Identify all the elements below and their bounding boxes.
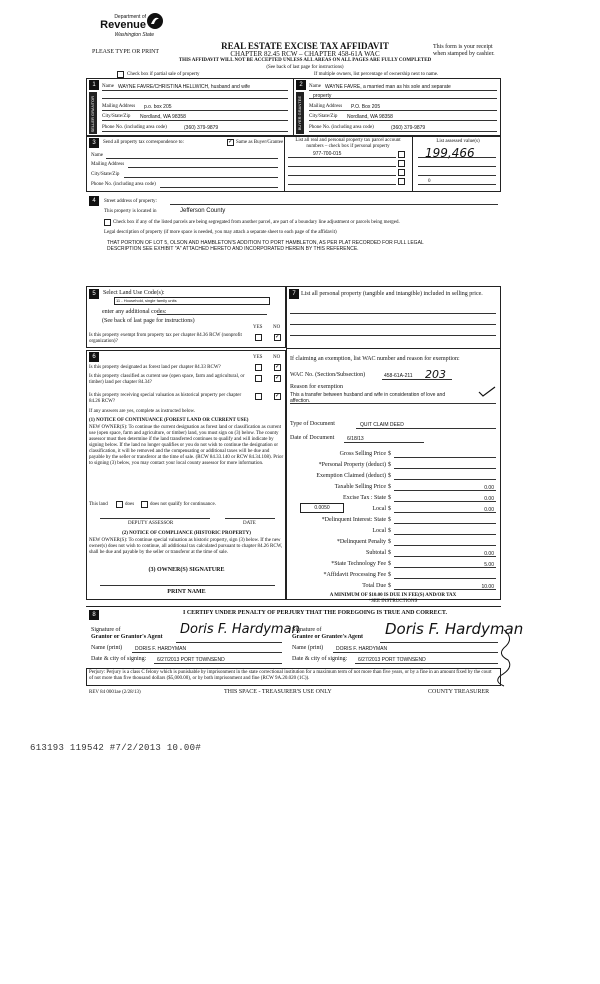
delinquent-interest-local-label: Local [372, 528, 386, 534]
revenue-logo [100, 12, 166, 42]
exempt-question: Is this property exempt from property tax per chapter 84.36 RCW (nonprofit organization)? [89, 333, 242, 344]
seller-tab-label: SELLER GRANTOR [90, 96, 95, 133]
seller-phone-label: Phone No. (including area code) [102, 125, 167, 130]
section-6-number: 6 [89, 352, 99, 362]
buyer-city[interactable]: Nordland, WA 98358 [347, 114, 393, 120]
please-type: PLEASE TYPE OR PRINT [92, 49, 160, 55]
if-yes-note: If any answers are yes, complete as instructed below. [89, 409, 196, 414]
land-use-see-back: (See back of last page for instructions) [102, 318, 195, 324]
seller-city[interactable]: Nordland, WA 98358 [140, 114, 186, 120]
buyer-phone-label: Phone No. (including area code) [309, 125, 374, 130]
doc-date-label: Date of Document [290, 435, 335, 441]
seller-name-label: Name [102, 84, 114, 89]
deputy-assessor-label: DEPUTY ASSESSOR [128, 521, 174, 526]
form-title: REAL ESTATE EXCISE TAX AFFIDAVIT [221, 41, 389, 51]
does-not-qualify-checkbox[interactable] [141, 501, 148, 508]
wac-handwritten: 203 [425, 368, 446, 381]
grantee-agent-label: Grantee or Grantee's Agent [292, 634, 364, 640]
section-6-frame [86, 350, 286, 600]
form-see-back: (See back of last page for instructions) [266, 65, 344, 70]
legal-description-label: Legal description of property (if more space is needed, you may attach a separate sheet to each page of the affidavit) [104, 230, 337, 235]
grantee-signature[interactable]: Doris F. Hardyman [385, 620, 524, 638]
seller-mailing[interactable]: p.o. box 205 [144, 104, 172, 110]
excise-state-value[interactable]: 0.00 [484, 496, 494, 502]
seller-city-label: City/State/Zip [102, 114, 131, 119]
additional-codes-label: enter any additional codes: [102, 309, 167, 315]
section-4-number: 4 [89, 196, 99, 206]
does-label: does [125, 502, 135, 507]
grantor-sig-label-1: Signature of [91, 627, 121, 633]
grantor-date-label: Date & city of signing: [91, 656, 147, 662]
assessed-value-extra[interactable]: 0 [428, 179, 431, 184]
parcel-1-personal-checkbox[interactable] [398, 151, 405, 158]
multiple-owners-note: If multiple owners, list percentage of ownership next to name. [314, 72, 439, 77]
partial-sale-label: Check box if partial sale of property [127, 72, 200, 77]
exemption-deduct-label: Exemption Claimed (deduct) [316, 473, 386, 479]
s3-name-label: Name [91, 153, 103, 158]
county-value[interactable]: Jefferson County [180, 208, 226, 214]
owner-signature-label: (3) OWNER(S) SIGNATURE [148, 567, 225, 573]
exempt-yes-checkbox[interactable] [255, 334, 262, 341]
recording-stamp: 613193 119542 #7/2/2013 10.00# [30, 743, 202, 753]
perjury-notice: Perjury: Perjury is a class C felony which is punishable by imprisonment in the state correctional institution for a maximum term of not more than five years, or by a fine in an amount fixed by the court of not more than five thousand dollars ($5,000.00), or by both imprisonment and fine (RCW 9A.20.020 (1C)). [89, 670, 492, 681]
section-8-number: 8 [89, 610, 99, 620]
s6-yes-header: YES [253, 355, 263, 360]
processing-fee-label: *Affidavit Processing Fee [323, 572, 386, 578]
reason-text[interactable]: This a transfer between husband and wife in consideration of love and affection. [290, 392, 446, 404]
receipt-note-2: when stamped by cashier. [433, 51, 495, 57]
legal-description-text[interactable]: THAT PORTION OF LOT 5, OLSON AND HAMBLETON'S ADDITION TO PORT HAMBLETON, AS PER PLAT RECORDED FOR FULL LEGAL DESCRIPTION SEE EXHIBIT "A" ATTACHED HERETO AND INCORPORATED HEREIN BY THIS REFERENCE. [107, 240, 424, 252]
s6-no-header: NO [273, 355, 281, 360]
technology-fee-label: *State Technology Fee [331, 561, 386, 567]
historic-yes-checkbox[interactable] [255, 393, 262, 400]
total-due-value[interactable]: 10.00 [481, 584, 494, 590]
forest-yes-checkbox[interactable] [255, 364, 262, 371]
s5-no-header: NO [273, 325, 281, 330]
buyer-name[interactable]: WAYNE FAVRE, a married man as his sole and separate [325, 84, 451, 90]
assessed-value-1[interactable]: 199,466 [425, 146, 475, 160]
land-use-label: Select Land Use Code(s): [103, 290, 165, 296]
check-mark-icon [478, 386, 496, 398]
grantee-name-print[interactable]: DORIS F. HARDYMAN [336, 646, 388, 652]
total-due-label: Total Due [362, 583, 386, 589]
treasurer-space: THIS SPACE - TREASURER'S USE ONLY [224, 689, 332, 695]
this-land-label: This land [89, 502, 108, 507]
subtotal-label: Subtotal [365, 550, 386, 556]
seller-name[interactable]: WAYNE FAVRE/CHRISTINA HELLWICH, husband and wife [118, 84, 251, 90]
grantee-sig-label-1: Signature of [292, 627, 322, 633]
excise-local-value[interactable]: 0.00 [484, 507, 494, 513]
taxable-selling-label: Taxable Selling Price [334, 484, 386, 490]
delinquent-penalty-label: *Delinquent Penalty [336, 539, 386, 545]
historic-question: Is this property receiving special valuation as historical property per chapter 84.26 RCW? [89, 393, 242, 404]
grantor-name-label: Name (print) [91, 645, 123, 651]
buyer-mailing[interactable]: P.O. Box 205 [351, 104, 381, 110]
doc-type-label: Type of Document [290, 421, 335, 427]
buyer-name-label: Name [309, 84, 321, 89]
local-rate-value: 0.0050 [314, 505, 330, 511]
located-in-label: This property is located in [104, 209, 157, 214]
parcel-2-personal-checkbox[interactable] [398, 160, 405, 167]
excise-local-label: Local [372, 506, 386, 512]
personal-property-deduct-label: *Personal Property (deduct) [318, 462, 386, 468]
current-use-no-checkbox[interactable]: ✓ [275, 375, 281, 381]
technology-fee-value[interactable]: 5.00 [484, 562, 494, 568]
s3-mailing-label: Mailing Address [91, 162, 125, 167]
excise-state-label: Excise Tax : State [343, 495, 386, 501]
grantee-date-label: Date & city of signing: [292, 656, 348, 662]
seller-phone[interactable]: (360) 379-9879 [184, 125, 219, 131]
agency-line3: Washington State [114, 32, 154, 38]
exemption-claim-label: If claiming an exemption, list WAC number and reason for exemption: [290, 356, 460, 362]
seller-mailing-label: Mailing Address [102, 104, 136, 109]
section-7-number: 7 [289, 289, 299, 299]
s3-city-label: City/State/Zip [91, 172, 120, 177]
same-as-buyer-label: Same as Buyer/Grantee [236, 140, 284, 145]
personal-property-label: List all personal property (tangible and intangible) included in selling price. [301, 291, 483, 297]
assessed-header: List assessed value(s) [436, 139, 480, 144]
parcel-1[interactable]: 977-700-015 [313, 151, 342, 157]
grantee-name-label: Name (print) [292, 645, 324, 651]
print-name-label: PRINT NAME [167, 589, 206, 595]
wac-value[interactable]: 458-61A-211 [384, 373, 413, 379]
forest-land-question: Is this property designated as forest land per chapter 84.33 RCW? [89, 365, 221, 370]
does-qualify-checkbox[interactable] [116, 501, 123, 508]
buyer-phone[interactable]: (360) 379-9879 [391, 125, 426, 131]
grantor-agent-label: Grantor or Grantor's Agent [91, 634, 163, 640]
s3-phone-label: Phone No. (including area code) [91, 182, 156, 187]
section-5-number: 5 [89, 289, 99, 299]
notice-continuance-text: NEW OWNER(S): To continue the current designation as forest land or classification as current use (open space, farm and agriculture, or timber) land, you must sign on (3) below. The county assessor must then determine if the land transferred continues to qualify and will indicate by signing below. If the land no longer qualifies or you do not wish to continue the designation or classification, it will be removed and the compensating or additional taxes will be due and payable by the seller or transferor at the time of sale. (RCW 84.33.140 or RCW 84.34.108). Prior to signing (3) below, you may contact your local county assessor for more information. [89, 425, 284, 466]
doc-date-value[interactable]: 6/18/13 [347, 436, 364, 442]
current-use-question: Is this property classified as current use (open space, farm and agricultural, or timber) land per chapter 84.34? [89, 374, 245, 385]
notice-compliance-text: NEW OWNER(S): To continue special valuation as historic property, sign (3) below. If the new owner(s) does not wish to continue, all additional tax calculated pursuant to chapter 84.26 RCW, shall be due and payable by the seller or transferor at the time of sale. [89, 538, 283, 555]
exempt-no-checkbox[interactable]: ✓ [275, 334, 281, 340]
grantee-date-city[interactable]: 6/27/2013 PORT TOWNSEND [358, 657, 426, 663]
buyer-tab-label: BUYER GRANTEE [297, 96, 302, 131]
section-3-number: 3 [89, 138, 99, 148]
buyer-mailing-label: Mailing Address [309, 104, 343, 109]
certify-statement: I CERTIFY UNDER PENALTY OF PERJURY THAT THE FOREGOING IS TRUE AND CORRECT. [182, 610, 447, 616]
doc-type-value[interactable]: QUIT CLAIM DEED [360, 422, 404, 428]
land-use-value: 11 - Household, single family units [116, 298, 177, 303]
delinquent-interest-state-label: *Delinquent Interest: State [321, 517, 386, 523]
buyer-city-label: City/State/Zip [309, 114, 338, 119]
agency-line1: Department of [114, 14, 146, 20]
form-chapter: CHAPTER 82.45 RCW – CHAPTER 458-61A WAC [230, 50, 380, 58]
date-label: DATE [243, 521, 256, 526]
grantor-name-print[interactable]: DORIS F. HARDYMAN [135, 646, 187, 652]
wac-label: WAC No. (Section/Subsection) [290, 372, 366, 378]
agency-line2: Revenue [100, 19, 146, 31]
county-treasurer: COUNTY TREASURER [428, 689, 490, 695]
does-not-label: does not qualify for continuance. [150, 502, 216, 507]
historic-no-checkbox[interactable]: ✓ [275, 393, 281, 399]
parcel-3-personal-checkbox[interactable] [398, 169, 405, 176]
forest-no-checkbox[interactable]: ✓ [275, 364, 281, 370]
gross-selling-label: Gross Selling Price [339, 451, 386, 457]
section-2-number: 2 [296, 80, 306, 90]
s5-yes-header: YES [253, 325, 263, 330]
subtotal-value[interactable]: 0.00 [484, 551, 494, 557]
grantor-date-city[interactable]: 6/27/2013 PORT TOWNSEND [157, 657, 225, 663]
parcels-header: List all real and personal property tax parcel account numbers – check box if personal property [295, 138, 401, 149]
current-use-yes-checkbox[interactable] [255, 375, 262, 382]
boundary-label: Check box if any of the listed parcels are being segregated from another parcel, are part of a boundary line adjustment or parcels being merged. [113, 220, 400, 225]
boundary-checkbox[interactable] [104, 219, 111, 226]
reason-label: Reason for exemption [290, 384, 343, 390]
notice-compliance-title: (2) NOTICE OF COMPLIANCE (HISTORIC PROPERTY) [122, 531, 251, 536]
taxable-selling-value[interactable]: 0.00 [484, 485, 494, 491]
parcel-4-personal-checkbox[interactable] [398, 178, 405, 185]
see-instructions-note: *SEE INSTRUCTIONS [368, 599, 418, 604]
receipt-note-1: This form is your receipt [433, 44, 493, 50]
form-warning: THIS AFFIDAVIT WILL NOT BE ACCEPTED UNLESS ALL AREAS ON ALL PAGES ARE FULLY COMPLETED [178, 58, 432, 63]
send-correspondence-label: Send all property tax correspondence to: [103, 140, 184, 145]
revenue-seal-icon [146, 12, 164, 30]
partial-sale-checkbox[interactable] [117, 71, 124, 78]
rev-number: REV 84 0001ae (2/28/13) [89, 690, 141, 695]
street-address-label: Street address of property: [104, 199, 157, 204]
notice-continuance-title: (1) NOTICE OF CONTINUANCE (FOREST LAND OR CURRENT USE) [89, 418, 249, 423]
section-1-number: 1 [89, 80, 99, 90]
grantor-signature[interactable]: Doris F. Hardyman [180, 622, 300, 637]
minimum-due-note: A MINIMUM OF $10.00 IS DUE IN FEE(S) AND/OR TAX [329, 593, 457, 598]
buyer-name-line2[interactable]: property [313, 93, 332, 99]
same-as-buyer-checkbox[interactable]: ✓ [228, 139, 234, 145]
